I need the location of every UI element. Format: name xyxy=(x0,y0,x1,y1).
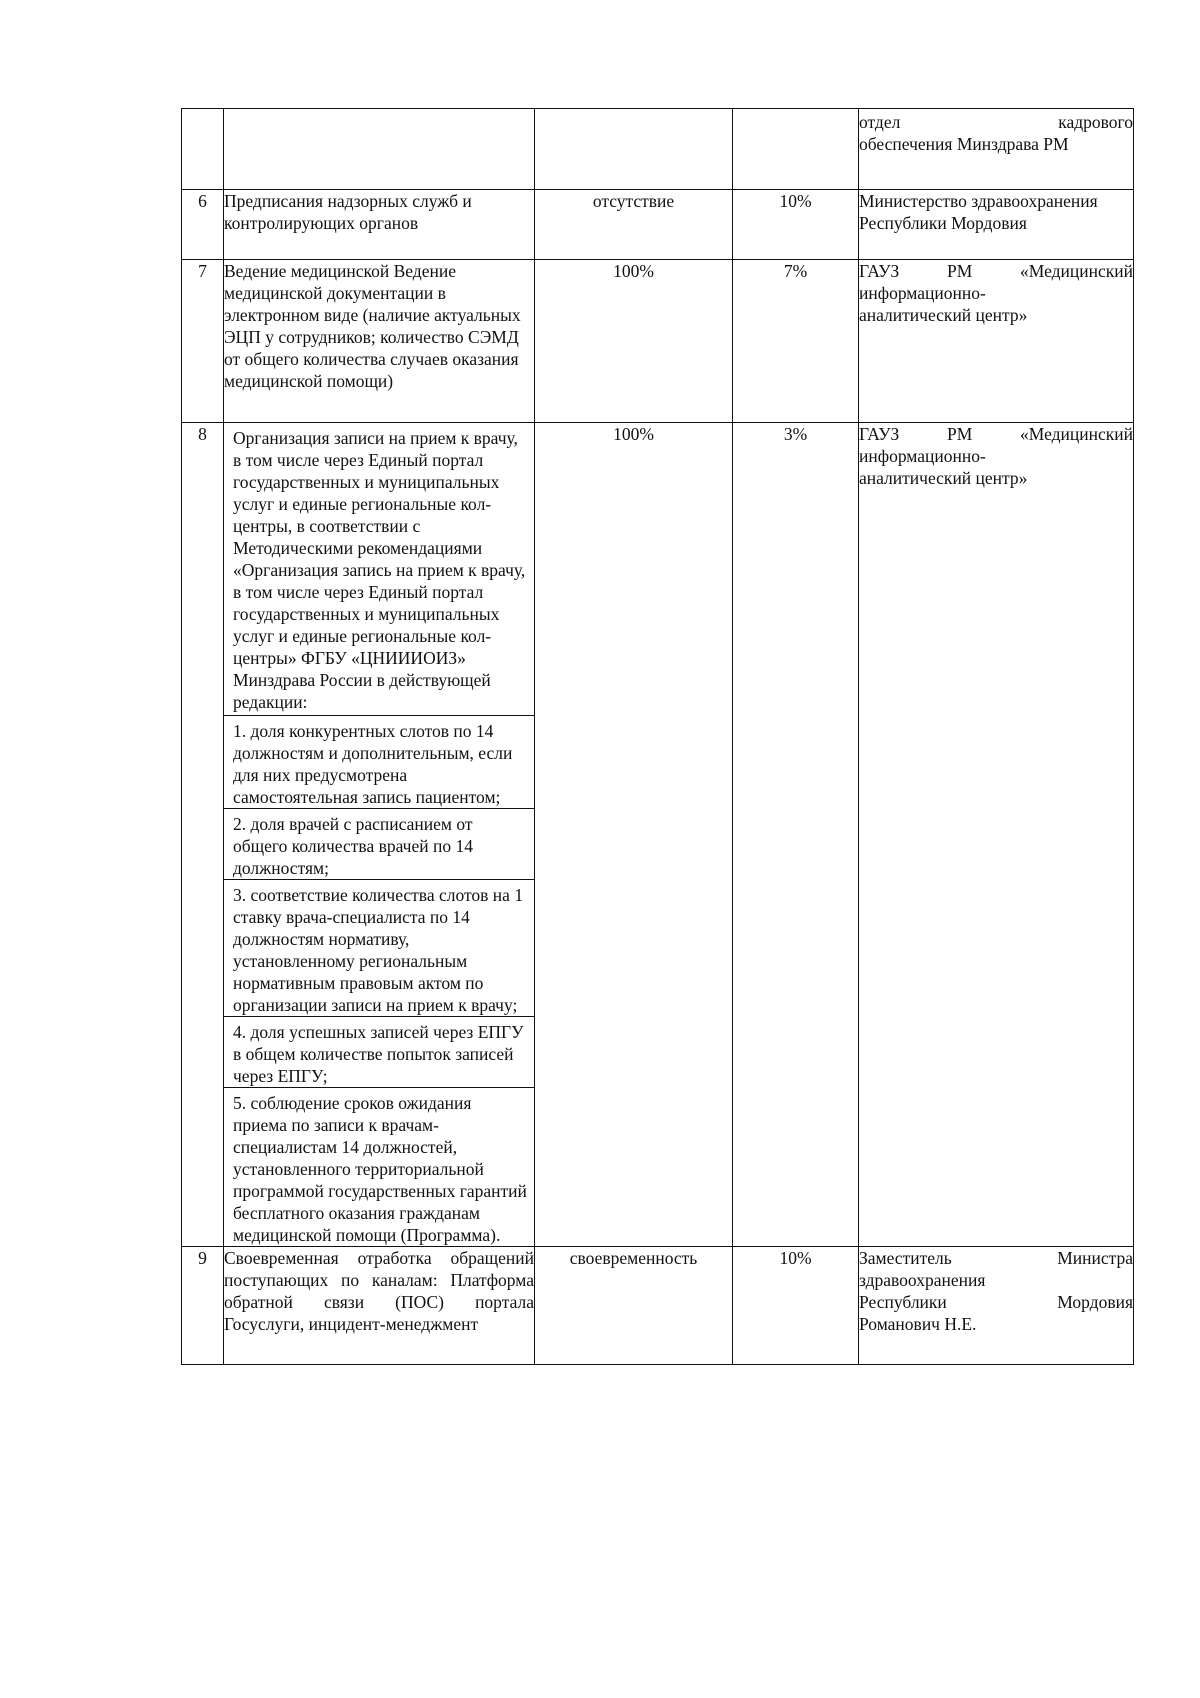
row-number: 9 xyxy=(182,1247,224,1365)
responsible-text: кадрового xyxy=(1058,112,1133,132)
weight: 7% xyxy=(733,260,859,423)
criterion-text: Своевременная отработка обращений поступающих по каналам: Платформа обратной связи (ПОС) портала Госуслуги, инцидент-менеджмент xyxy=(224,1248,534,1334)
weight xyxy=(733,109,859,190)
responsible: Министерство здравоохранения Республики Мордовия xyxy=(859,190,1134,260)
criterion-name xyxy=(224,109,535,190)
weight: 3% xyxy=(733,423,859,1247)
row-number: 8 xyxy=(182,423,224,1247)
criteria-table xyxy=(181,108,1134,1365)
criterion-name: Предписания надзорных служб и контролирующих органов xyxy=(224,190,535,260)
row-number: 6 xyxy=(182,190,224,260)
responsible xyxy=(859,423,1134,1247)
table-row xyxy=(182,1247,1134,1365)
responsible-text: Мордовия xyxy=(1057,1292,1133,1312)
responsible xyxy=(859,1247,1134,1365)
responsible-text: ГАУЗ РМ «Медицинский xyxy=(859,424,1133,444)
criterion-text: Организация записи на прием к врачу, в том числе через Единый портал государственных и муниципальных услуг и единые региональные кол-центры, в соответствии с Методическими рекомендациями «Организация запись на прием к врачу, в том числе через Единый портал государственных и муниципальных услуг и единые региональные кол-центры» ФГБУ «ЦНИИИОИЗ» Минздрава России в действующей редакции: xyxy=(233,428,526,712)
table-row xyxy=(182,109,1134,190)
responsible-text: обеспечения Минздрава РМ xyxy=(859,134,1069,154)
weight: 10% xyxy=(733,190,859,260)
criterion-name: Ведение медицинской Ведение медицинской документации в электронном виде (наличие актуальных ЭЦП у сотрудников; количество СЭМД от общего количества случаев оказания медицинской помощи) xyxy=(224,260,535,423)
responsible-text: Республики xyxy=(859,1292,947,1312)
target-value xyxy=(535,109,733,190)
subitem: 3. соответствие количества слотов на 1 ставку врача-специалиста по 14 должностям нормативу, установленному региональным нормативным правовым актом по организации записи на прием к врачу; xyxy=(223,879,535,1016)
responsible-text: информационно-аналитический центр» xyxy=(859,446,1028,488)
responsible-text: Министра xyxy=(1057,1248,1133,1268)
subitem: 4. доля успешных записей через ЕПГУ в общем количестве попыток записей через ЕПГУ; xyxy=(223,1016,535,1087)
responsible-text: ГАУЗ РМ «Медицинский xyxy=(859,261,1133,281)
target-value: своевременность xyxy=(535,1247,733,1365)
subitem: 2. доля врачей с расписанием от общего количества врачей по 14 должностям; xyxy=(223,808,535,879)
row-number: 7 xyxy=(182,260,224,423)
subitem: 5. соблюдение сроков ожидания приема по записи к врачам-специалистам 14 должностей, установленного территориальной программой государственных гарантий бесплатного оказания гражданам медицинской помощи (Программа). xyxy=(223,1087,535,1246)
target-value: 100% xyxy=(535,260,733,423)
weight: 10% xyxy=(733,1247,859,1365)
criterion-name xyxy=(224,1247,535,1365)
subitem: 1. доля конкурентных слотов по 14 должностям и дополнительным, если для них предусмотрена самостоятельная запись пациентом; xyxy=(223,715,535,808)
responsible-text: здравоохранения xyxy=(859,1270,986,1290)
criterion-name xyxy=(224,423,535,1247)
table-row xyxy=(182,423,1134,1247)
responsible-text: информационно-аналитический центр» xyxy=(859,283,1028,325)
responsible-text: отдел xyxy=(859,112,901,132)
table-row xyxy=(182,190,1134,260)
responsible-text: Заместитель xyxy=(859,1248,952,1268)
responsible xyxy=(859,109,1134,190)
target-value: 100% xyxy=(535,423,733,1247)
table-row xyxy=(182,260,1134,423)
target-value: отсутствие xyxy=(535,190,733,260)
responsible xyxy=(859,260,1134,423)
row-number xyxy=(182,109,224,190)
responsible-text: Романович Н.Е. xyxy=(859,1314,977,1334)
